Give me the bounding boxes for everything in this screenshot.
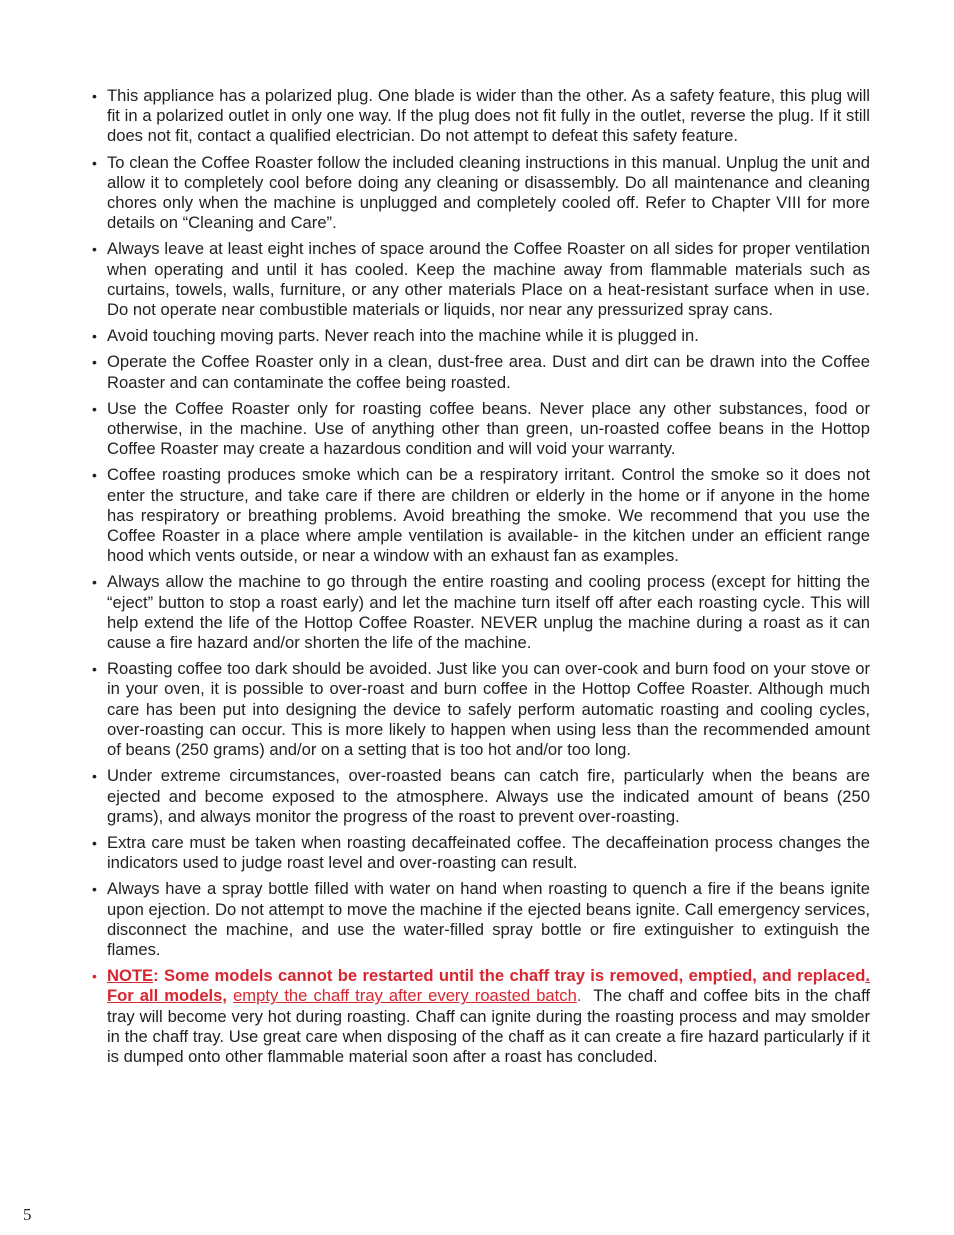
bullet-icon: •: [92, 354, 97, 371]
list-item-text: Roasting coffee too dark should be avoided. Just like you can over-cook and burn food on your stove or in your oven, it is possible to over-roast and burn coffee in the Hottop Coffee Roaster. Although much care has been put into designing the device to safely perform automatic roasting and cooling cycles, over-roasting can occur. This is more likely to happen when using less than the recommended amount of beans (250 grams) and/or on a setting that is too hot and/or too long.: [107, 659, 870, 760]
note-all-models: For all models,: [107, 986, 228, 1006]
list-item-text: Extra care must be taken when roasting decaffeinated coffee. The decaffeination process changes the indicators used to judge roast level and over-roasting can result.: [107, 832, 870, 873]
list-item: [92, 879, 870, 960]
bullet-icon: •: [92, 400, 97, 417]
safety-bullet-list: [92, 86, 875, 1073]
list-item-text: Always allow the machine to go through the entire roasting and cooling process (except for hitting the “eject” button to stop a roast early) and let the machine turn itself off after each roasting cycle. This will help extend the life of the Hottop Coffee Roaster. NEVER unplug the machine during a roast as it can cause a fire hazard and/or shorten the life of the machine.: [107, 572, 870, 653]
list-item-text: This appliance has a polarized plug. One blade is wider than the other. As a safety feature, this plug will fit in a polarized outlet in only one way. If the plug does not fit fully in the outlet, reverse the plug. If it still does not fit, contact a qualified electrician. Do not attempt to defeat this safety feature.: [107, 86, 870, 146]
list-item: [92, 153, 870, 234]
bullet-icon: •: [92, 661, 97, 678]
list-item-text: Under extreme circumstances, over-roasted beans can catch fire, particularly when the beans are ejected and become exposed to the atmosphere. Always use the indicated amount of beans (250 grams), and always monitor the progress of the roast to prevent over-roasting.: [107, 766, 870, 826]
note-bold-period: .: [865, 966, 870, 986]
list-item: [92, 399, 870, 460]
page-number: 5: [23, 1205, 32, 1224]
note-label: NOTE: [107, 966, 154, 986]
bullet-icon: •: [92, 881, 97, 898]
bullet-icon: •: [92, 834, 97, 851]
list-item-text: Always leave at least eight inches of space around the Coffee Roaster on all sides for proper ventilation when operating and until it has cooled. Keep the machine away from flammable materials such as curtains, towels, walls, furniture, or any other materials Place on a heat-resistant surface when in use. Do not operate near combustible materials or liquids, nor near any pressurized spray cans.: [107, 239, 870, 320]
note-underlined-instruction: empty the chaff tray after every roasted batch: [233, 986, 577, 1006]
list-item-text: Operate the Coffee Roaster only in a clean, dust-free area. Dust and dirt can be drawn into the Coffee Roaster and can contaminate the coffee being roasted.: [107, 352, 870, 392]
bullet-icon: •: [92, 88, 97, 104]
list-item: [92, 766, 870, 827]
note-underlined-period: .: [576, 986, 582, 1006]
list-item: [92, 239, 870, 320]
list-item: [92, 659, 870, 760]
list-item: [92, 833, 870, 873]
bullet-icon: •: [92, 768, 97, 785]
bullet-icon: •: [92, 968, 97, 985]
list-item-text: Avoid touching moving parts. Never reach into the machine while it is plugged in.: [107, 326, 699, 346]
list-item-text: To clean the Coffee Roaster follow the included cleaning instructions in this manual. Unplug the unit and allow it to completely cool before doing any cleaning or disassembly. Do all maintenance and cleaning chores only when the machine is unplugged and completely cooled off. Refer to Chapter VIII for more details on “Cleaning and Care”.: [107, 152, 870, 233]
note-list-item: [92, 966, 875, 1067]
list-item-text: Coffee roasting produces smoke which can be a respiratory irritant. Control the smoke so it does not enter the structure, and take care if there are children or elderly in the home or if anyone in the home has respiratory or breathing problems. Avoid breathing the smoke. We recommend that you use the Coffee Roaster in a place where ample ventilation is available- in the kitchen under an efficient range hood which vents outside, or near a window with an exhaust fan as examples.: [107, 465, 870, 566]
list-item-text: Always have a spray bottle filled with water on hand when roasting to quench a fire if the beans ignite upon ejection. Do not attempt to move the machine if the ejected beans ignite. Call emergency services, disconnect the machine, and use the water-filled spray bottle or fire extinguisher to extinguish the flames.: [107, 879, 870, 959]
list-item: [92, 326, 870, 346]
note-bold-text: : Some models cannot be restarted until the chaff tray is removed, emptied, and replaced: [153, 966, 866, 986]
bullet-icon: •: [92, 154, 97, 171]
list-item: [92, 465, 870, 566]
bullet-icon: •: [92, 574, 97, 591]
bullet-icon: •: [92, 467, 97, 484]
note-rest-text: The chaff and coffee bits in the chaff tray will become very hot during roasting. Chaff can ignite during the roasting process and may smolder in the chaff tray. Use great care when disposing of the chaff as it can create a fire hazard particularly if it is dumped onto other flammable material soon after a roast has concluded.: [107, 986, 875, 1066]
bullet-icon: •: [92, 328, 97, 345]
bullet-icon: •: [92, 241, 97, 258]
list-item-text: Use the Coffee Roaster only for roasting coffee beans. Never place any other substances, food or otherwise, in the machine. Use of anything other than green, un-roasted coffee beans in the Hottop Coffee Roaster may create a hazardous condition and will void your warranty.: [107, 398, 870, 459]
list-item: [92, 86, 870, 147]
list-item: [92, 352, 870, 392]
list-item: [92, 572, 870, 653]
